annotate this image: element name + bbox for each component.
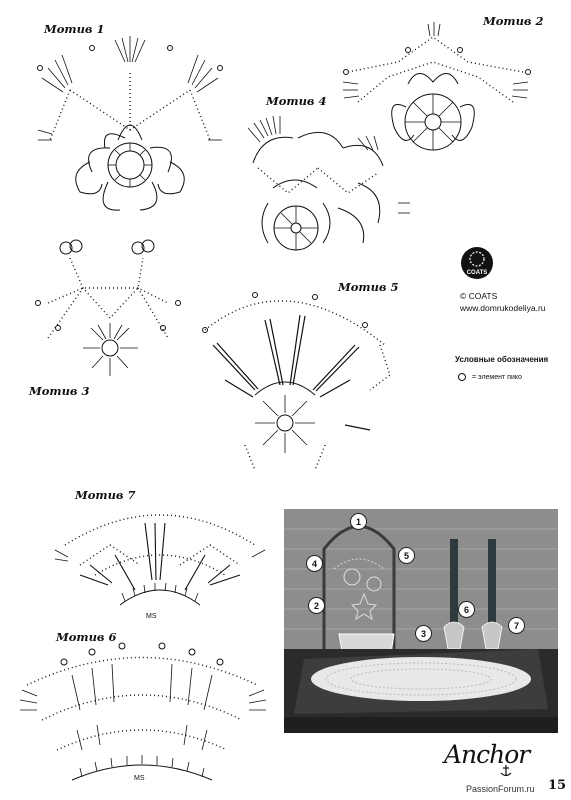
watermark: PassionForum.ru [466, 784, 535, 794]
motif-5-diagram [195, 285, 395, 475]
coats-copyright: © COATS [460, 291, 498, 301]
photo-callout-1: 1 [350, 513, 367, 530]
motif-1-diagram [30, 30, 240, 220]
motif-2-label: Мотив 2 [483, 14, 544, 28]
photo-callout-5: 5 [398, 547, 415, 564]
motif-5-label: Мотив 5 [338, 280, 399, 294]
coats-logo [460, 246, 494, 280]
photo-callout-7: 7 [508, 617, 525, 634]
legend-picot [458, 373, 522, 381]
photo-callout-4: 4 [306, 555, 323, 572]
motif-6-ms: MS [134, 775, 145, 782]
motif-4-diagram [238, 108, 418, 268]
table-photo [284, 509, 558, 733]
motif-4-label: Мотив 4 [266, 94, 327, 108]
photo-callout-2: 2 [308, 597, 325, 614]
motif-7-ms: MS [146, 613, 157, 620]
motif-3-label: Мотив 3 [29, 384, 90, 398]
motif-6-label: Мотив 6 [56, 630, 117, 644]
photo-callout-3: 3 [415, 625, 432, 642]
anchor-logo: Anchor [444, 740, 530, 769]
legend-picot-text: = элемент пико [472, 373, 522, 381]
motif-3-diagram [28, 228, 208, 383]
motif-1-label: Мотив 1 [44, 22, 105, 36]
legend-title: Условные обозначения [455, 355, 549, 364]
coats-site: www.domrukodeliya.ru [460, 303, 546, 313]
photo-callout-6: 6 [458, 601, 475, 618]
motif-7-label: Мотив 7 [75, 488, 136, 502]
picot-icon [458, 373, 466, 381]
motif-6-diagram [12, 640, 274, 790]
anchor-icon [500, 764, 512, 778]
page-number: 15 [548, 778, 567, 793]
motif-7-diagram [50, 495, 270, 620]
coats-logo-text: COATS [466, 270, 488, 276]
